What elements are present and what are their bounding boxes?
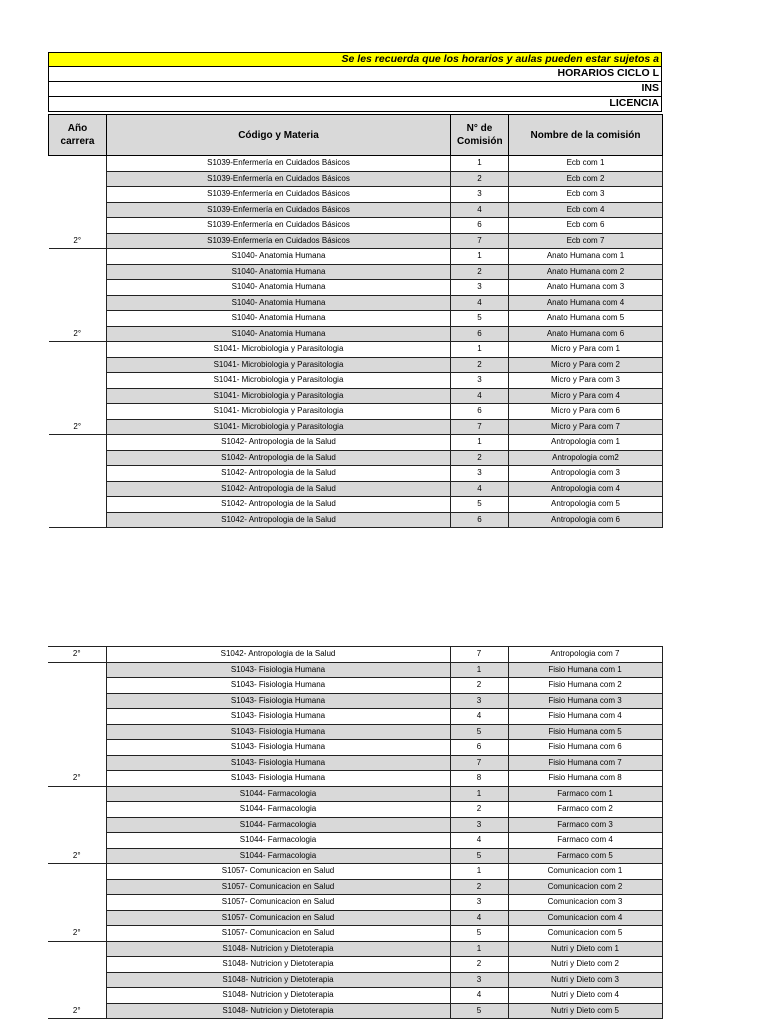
sheet-header — [48, 52, 662, 112]
table-row — [48, 678, 662, 694]
table-row — [49, 218, 663, 234]
commission-name-cell: Micro y Para com 2 — [509, 357, 663, 373]
year-cell — [49, 388, 107, 404]
commission-number-cell: 5 — [450, 724, 508, 740]
subject-cell: S1040- Anatomia Humana — [107, 326, 451, 342]
year-cell — [48, 693, 106, 709]
subject-cell: S1041- Microbiologia y Parasitologia — [107, 419, 451, 435]
subject-cell: S1040- Anatomia Humana — [107, 280, 451, 296]
commission-name-cell: Ecb com 2 — [509, 171, 663, 187]
year-cell — [49, 481, 107, 497]
subject-cell: S1043- Fisiologia Humana — [106, 678, 450, 694]
commission-name-cell: Antropologia com 7 — [508, 647, 662, 663]
commission-name-cell: Ecb com 4 — [509, 202, 663, 218]
table-row — [49, 156, 663, 172]
year-cell — [49, 280, 107, 296]
table-row — [48, 988, 662, 1004]
commission-number-cell: 3 — [451, 373, 509, 389]
table-row — [48, 833, 662, 849]
table-row — [49, 497, 663, 513]
commission-number-cell: 5 — [450, 848, 508, 864]
subject-cell: S1039-Enfermería en Cuidados Básicos — [107, 171, 451, 187]
commission-name-cell: Anato Humana com 5 — [509, 311, 663, 327]
subject-cell: S1040- Anatomia Humana — [107, 249, 451, 265]
table-row — [48, 1003, 662, 1019]
table-row — [48, 879, 662, 895]
year-cell: 2° — [48, 848, 106, 864]
year-cell: 2° — [49, 326, 107, 342]
table-row — [49, 311, 663, 327]
year-cell — [48, 755, 106, 771]
year-cell — [49, 512, 107, 528]
commission-number-cell: 7 — [450, 755, 508, 771]
commission-name-cell: Comunicacion com 5 — [508, 926, 662, 942]
subject-cell: S1042- Antropologia de la Salud — [107, 435, 451, 451]
commission-number-cell: 6 — [451, 404, 509, 420]
commission-name-cell: Antropologia com 3 — [509, 466, 663, 482]
commission-number-cell: 8 — [450, 771, 508, 787]
col-name-header: Nombre de la comisión — [509, 115, 663, 156]
commission-name-cell: Farmaco com 1 — [508, 786, 662, 802]
commission-number-cell: 2 — [450, 802, 508, 818]
subject-cell: S1042- Antropologia de la Salud — [107, 512, 451, 528]
table-row — [48, 724, 662, 740]
commission-number-cell: 1 — [451, 435, 509, 451]
commission-number-cell: 3 — [450, 817, 508, 833]
year-cell — [49, 249, 107, 265]
table-row — [49, 481, 663, 497]
subject-cell: S1042- Antropologia de la Salud — [107, 497, 451, 513]
year-cell — [48, 802, 106, 818]
col-num-header: N° de Comisión — [451, 115, 509, 156]
commission-name-cell: Micro y Para com 1 — [509, 342, 663, 358]
subject-cell: S1039-Enfermería en Cuidados Básicos — [107, 202, 451, 218]
year-cell — [48, 988, 106, 1004]
commission-number-cell: 3 — [451, 187, 509, 203]
table-row — [48, 802, 662, 818]
commission-number-cell: 1 — [450, 662, 508, 678]
commission-name-cell: Farmaco com 5 — [508, 848, 662, 864]
commission-name-cell: Antropologia com 1 — [509, 435, 663, 451]
commission-name-cell: Micro y Para com 3 — [509, 373, 663, 389]
subject-cell: S1044- Farmacologia — [106, 848, 450, 864]
year-cell — [48, 817, 106, 833]
commission-number-cell: 4 — [451, 388, 509, 404]
year-cell: 2° — [48, 771, 106, 787]
commission-number-cell: 1 — [451, 342, 509, 358]
commission-name-cell: Comunicacion com 4 — [508, 910, 662, 926]
year-cell — [49, 497, 107, 513]
subject-cell: S1043- Fisiologia Humana — [106, 662, 450, 678]
table-row — [49, 280, 663, 296]
subject-cell: S1057- Comunicacion en Salud — [106, 910, 450, 926]
year-cell — [49, 264, 107, 280]
schedule-title: HORARIOS CICLO L — [48, 67, 662, 82]
table-row — [48, 755, 662, 771]
commission-name-cell: Farmaco com 3 — [508, 817, 662, 833]
table-row — [49, 419, 663, 435]
year-cell: 2° — [49, 419, 107, 435]
commission-number-cell: 6 — [451, 218, 509, 234]
table-row — [49, 233, 663, 249]
table-row — [49, 373, 663, 389]
subject-cell: S1039-Enfermería en Cuidados Básicos — [107, 187, 451, 203]
year-cell — [48, 910, 106, 926]
commission-number-cell: 5 — [451, 311, 509, 327]
table-header-row — [49, 115, 663, 156]
subject-cell: S1048- Nutricion y Dietoterapia — [106, 1003, 450, 1019]
year-cell: 2° — [48, 926, 106, 942]
year-cell — [49, 435, 107, 451]
commission-name-cell: Antropologia com 6 — [509, 512, 663, 528]
commission-number-cell: 4 — [451, 481, 509, 497]
commission-name-cell: Comunicacion com 2 — [508, 879, 662, 895]
commission-name-cell: Farmaco com 4 — [508, 833, 662, 849]
year-cell — [48, 740, 106, 756]
commission-number-cell: 1 — [451, 249, 509, 265]
table-row — [48, 647, 662, 663]
table-row — [48, 817, 662, 833]
commission-number-cell: 6 — [450, 740, 508, 756]
table-row — [48, 864, 662, 880]
year-cell — [49, 373, 107, 389]
commission-number-cell: 5 — [450, 1003, 508, 1019]
commission-name-cell: Fisio Humana com 2 — [508, 678, 662, 694]
commission-number-cell: 4 — [450, 709, 508, 725]
commission-name-cell: Anato Humana com 4 — [509, 295, 663, 311]
table-row — [48, 848, 662, 864]
commission-name-cell: Fisio Humana com 5 — [508, 724, 662, 740]
subject-cell: S1057- Comunicacion en Salud — [106, 879, 450, 895]
commission-name-cell: Fisio Humana com 1 — [508, 662, 662, 678]
subject-cell: S1039-Enfermería en Cuidados Básicos — [107, 218, 451, 234]
subject-cell: S1057- Comunicacion en Salud — [106, 864, 450, 880]
table-row — [49, 295, 663, 311]
year-cell — [49, 187, 107, 203]
commission-name-cell: Nutri y Dieto com 2 — [508, 957, 662, 973]
subject-cell: S1042- Antropologia de la Salud — [106, 647, 450, 663]
year-cell — [48, 941, 106, 957]
subject-cell: S1040- Anatomia Humana — [107, 311, 451, 327]
commission-number-cell: 4 — [450, 988, 508, 1004]
commission-number-cell: 7 — [450, 647, 508, 663]
subject-cell: S1041- Microbiologia y Parasitologia — [107, 342, 451, 358]
year-cell — [49, 466, 107, 482]
commission-name-cell: Nutri y Dieto com 3 — [508, 972, 662, 988]
commission-number-cell: 2 — [451, 264, 509, 280]
table-row — [49, 466, 663, 482]
commission-number-cell: 1 — [450, 941, 508, 957]
year-cell — [48, 972, 106, 988]
table-row — [49, 202, 663, 218]
commission-name-cell: Ecb com 7 — [509, 233, 663, 249]
year-cell — [49, 311, 107, 327]
institute-title: INS — [48, 82, 662, 97]
commission-number-cell: 2 — [450, 678, 508, 694]
year-cell — [48, 957, 106, 973]
table-row — [49, 404, 663, 420]
table-row — [49, 512, 663, 528]
year-cell — [49, 295, 107, 311]
table-row — [49, 249, 663, 265]
table-row — [49, 326, 663, 342]
commission-name-cell: Micro y Para com 6 — [509, 404, 663, 420]
commission-name-cell: Ecb com 6 — [509, 218, 663, 234]
subject-cell: S1041- Microbiologia y Parasitologia — [107, 404, 451, 420]
commission-number-cell: 1 — [450, 786, 508, 802]
commission-number-cell: 4 — [450, 910, 508, 926]
subject-cell: S1039-Enfermería en Cuidados Básicos — [107, 156, 451, 172]
year-cell — [48, 709, 106, 725]
subject-cell: S1040- Anatomia Humana — [107, 295, 451, 311]
commission-number-cell: 5 — [451, 497, 509, 513]
notice-banner: Se les recuerda que los horarios y aulas pueden estar sujetos a — [48, 52, 662, 67]
table-row — [48, 957, 662, 973]
commission-number-cell: 7 — [451, 233, 509, 249]
year-cell — [48, 786, 106, 802]
year-cell — [49, 357, 107, 373]
commission-name-cell: Micro y Para com 7 — [509, 419, 663, 435]
schedule-table-top — [48, 114, 662, 528]
commission-name-cell: Anato Humana com 6 — [509, 326, 663, 342]
year-cell — [49, 450, 107, 466]
subject-cell: S1048- Nutricion y Dietoterapia — [106, 988, 450, 1004]
subject-cell: S1048- Nutricion y Dietoterapia — [106, 957, 450, 973]
commission-number-cell: 2 — [451, 171, 509, 187]
commission-number-cell: 5 — [450, 926, 508, 942]
commission-name-cell: Antropologia com2 — [509, 450, 663, 466]
table-row — [49, 264, 663, 280]
subject-cell: S1043- Fisiologia Humana — [106, 755, 450, 771]
subject-cell: S1057- Comunicacion en Salud — [106, 895, 450, 911]
subject-cell: S1043- Fisiologia Humana — [106, 771, 450, 787]
schedule-table-bottom — [48, 646, 662, 1019]
subject-cell: S1044- Farmacologia — [106, 833, 450, 849]
year-cell — [49, 404, 107, 420]
table-row — [48, 895, 662, 911]
commission-name-cell: Micro y Para com 4 — [509, 388, 663, 404]
commission-number-cell: 2 — [451, 357, 509, 373]
commission-number-cell: 2 — [450, 879, 508, 895]
year-cell: 2° — [49, 233, 107, 249]
subject-cell: S1042- Antropologia de la Salud — [107, 481, 451, 497]
col-year-header: Año carrera — [49, 115, 107, 156]
subject-cell: S1042- Antropologia de la Salud — [107, 466, 451, 482]
commission-name-cell: Fisio Humana com 4 — [508, 709, 662, 725]
commission-number-cell: 3 — [450, 693, 508, 709]
col-subject-header: Código y Materia — [107, 115, 451, 156]
subject-cell: S1043- Fisiologia Humana — [106, 724, 450, 740]
table-row — [48, 926, 662, 942]
year-cell — [49, 156, 107, 172]
commission-number-cell: 3 — [450, 972, 508, 988]
table-row — [49, 187, 663, 203]
commission-number-cell: 3 — [450, 895, 508, 911]
subject-cell: S1039-Enfermería en Cuidados Básicos — [107, 233, 451, 249]
commission-name-cell: Antropologia com 5 — [509, 497, 663, 513]
subject-cell: S1040- Anatomia Humana — [107, 264, 451, 280]
table-row — [49, 357, 663, 373]
commission-number-cell: 1 — [451, 156, 509, 172]
commission-name-cell: Comunicacion com 3 — [508, 895, 662, 911]
subject-cell: S1042- Antropologia de la Salud — [107, 450, 451, 466]
commission-name-cell: Nutri y Dieto com 4 — [508, 988, 662, 1004]
commission-number-cell: 6 — [451, 326, 509, 342]
table-row — [48, 709, 662, 725]
subject-cell: S1041- Microbiologia y Parasitologia — [107, 373, 451, 389]
commission-number-cell: 2 — [450, 957, 508, 973]
table-row — [48, 972, 662, 988]
year-cell — [49, 342, 107, 358]
commission-number-cell: 3 — [451, 280, 509, 296]
commission-number-cell: 6 — [451, 512, 509, 528]
year-cell — [48, 895, 106, 911]
commission-name-cell: Anato Humana com 1 — [509, 249, 663, 265]
table-row — [48, 771, 662, 787]
year-cell — [48, 678, 106, 694]
commission-name-cell: Anato Humana com 3 — [509, 280, 663, 296]
year-cell — [48, 724, 106, 740]
year-cell — [49, 218, 107, 234]
table-row — [49, 171, 663, 187]
subject-cell: S1048- Nutricion y Dietoterapia — [106, 972, 450, 988]
table-row — [48, 740, 662, 756]
table-row — [49, 450, 663, 466]
commission-name-cell: Comunicacion com 1 — [508, 864, 662, 880]
table-row — [49, 388, 663, 404]
commission-number-cell: 4 — [450, 833, 508, 849]
subject-cell: S1044- Farmacologia — [106, 817, 450, 833]
table-row — [48, 693, 662, 709]
commission-number-cell: 2 — [451, 450, 509, 466]
commission-name-cell: Antropologia com 4 — [509, 481, 663, 497]
subject-cell: S1041- Microbiologia y Parasitologia — [107, 357, 451, 373]
subject-cell: S1043- Fisiologia Humana — [106, 740, 450, 756]
degree-title: LICENCIA — [48, 97, 662, 112]
subject-cell: S1048- Nutricion y Dietoterapia — [106, 941, 450, 957]
commission-name-cell: Fisio Humana com 6 — [508, 740, 662, 756]
commission-number-cell: 7 — [451, 419, 509, 435]
table-row — [48, 941, 662, 957]
year-cell — [49, 171, 107, 187]
commission-name-cell: Ecb com 3 — [509, 187, 663, 203]
commission-number-cell: 4 — [451, 295, 509, 311]
year-cell — [48, 833, 106, 849]
commission-number-cell: 3 — [451, 466, 509, 482]
commission-name-cell: Nutri y Dieto com 5 — [508, 1003, 662, 1019]
table-row — [49, 342, 663, 358]
table-row — [48, 662, 662, 678]
year-cell — [48, 879, 106, 895]
commission-name-cell: Farmaco com 2 — [508, 802, 662, 818]
commission-name-cell: Anato Humana com 2 — [509, 264, 663, 280]
year-cell — [48, 662, 106, 678]
subject-cell: S1043- Fisiologia Humana — [106, 709, 450, 725]
year-cell: 2° — [48, 647, 106, 663]
commission-name-cell: Fisio Humana com 3 — [508, 693, 662, 709]
commission-name-cell: Fisio Humana com 7 — [508, 755, 662, 771]
table-row — [48, 786, 662, 802]
commission-name-cell: Nutri y Dieto com 1 — [508, 941, 662, 957]
subject-cell: S1057- Comunicacion en Salud — [106, 926, 450, 942]
table-row — [49, 435, 663, 451]
subject-cell: S1041- Microbiologia y Parasitologia — [107, 388, 451, 404]
commission-name-cell: Ecb com 1 — [509, 156, 663, 172]
commission-name-cell: Fisio Humana com 8 — [508, 771, 662, 787]
year-cell — [49, 202, 107, 218]
commission-number-cell: 4 — [451, 202, 509, 218]
year-cell: 2° — [48, 1003, 106, 1019]
subject-cell: S1044- Farmacologia — [106, 786, 450, 802]
commission-number-cell: 1 — [450, 864, 508, 880]
subject-cell: S1043- Fisiologia Humana — [106, 693, 450, 709]
subject-cell: S1044- Farmacologia — [106, 802, 450, 818]
table-row — [48, 910, 662, 926]
year-cell — [48, 864, 106, 880]
